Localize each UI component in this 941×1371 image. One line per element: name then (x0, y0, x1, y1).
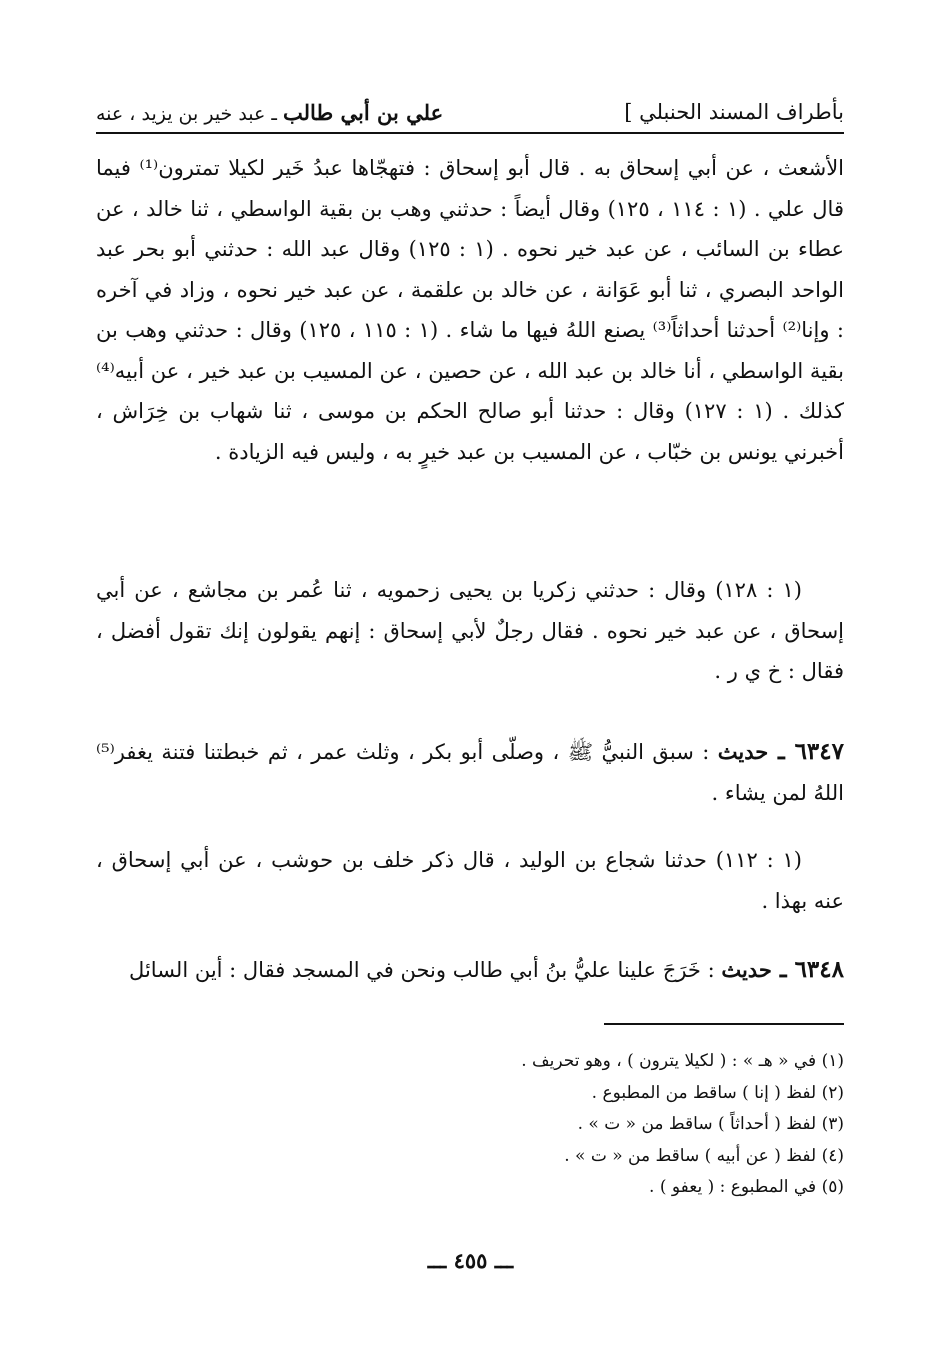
footnote: (٤) لفظ ( عن أبيه ) ساقط من « ت » . (564, 1145, 844, 1166)
hadith-6347 (96, 732, 844, 813)
hadith-number: ٦٣٤٧ (794, 738, 844, 765)
footnote: (٢) لفظ ( إنا ) ساقط من المطبوع . (591, 1082, 844, 1103)
hadith-label: حديث (717, 739, 769, 764)
footnote-divider (604, 1023, 844, 1025)
footnote: (٥) في المطبوع : ( يعفو ) . (649, 1177, 844, 1197)
hadith-text: ٦٣٤٧ ـ حديث : سبق النبيُّ ﷺ ، وصلّى أبو بكر ، وثلث عمر ، ثم خبطتنا فتنة يغفر⁽⁵⁾ اللهُ لمن يشاء . (96, 738, 844, 805)
header-chapter-rest: ـ عبد خير بن يزيد ، عنه (96, 102, 284, 125)
header-divider (96, 132, 844, 134)
header-chapter-bold: علي بن أبي طالب (283, 99, 444, 125)
header-book-title: بأطراف المسند الحنبلي ] (624, 100, 844, 124)
footnote: (١) في « هـ » : ( لكيلا يترون ) ، وهو تحريف . (521, 1051, 844, 1071)
paragraph-text: الأشعث ، عن أبي إسحاق به . قال أبو إسحاق : فتهجّاها عبدُ خَير لكيلا تمترون⁽¹⁾ فيما قال علي . (١ : ١١٤ ، ١٢٥) وقال أيضاً : حدثني وهب بن بقية الواسطي ، ثنا خالد ، عن عطاء بن السائب ، عن عبد خير نحوه . (١ : ١٢٥) وقال عبد الله : حدثني أبو بحر عبد الواحد البصري ، ثنا أبو عَوَانة ، عن خالد بن علقمة ، عن عبد خير نحوه ، وزاد في آخره : وإنا⁽²⁾ أحدثنا أحداثاً⁽³⁾ يصنع اللهُ فيها ما شاء . (١ : ١١٥ ، ١٢٥) وقال : حدثني وهب بن بقية الواسطي ، أنا خالد بن عبد الله ، عن حصين ، عن المسيب بن عبد خير ، عن أبيه⁽⁴⁾ كذلك . (١ : ١٢٧) وقال : حدثنا أبو صالح الحكم بن موسى ، ثنا شهاب بن خِرَاش ، أخبرني يونس بن خبّاب ، عن المسيب بن عبد خيرٍ به ، وليس فيه الزيادة . (96, 156, 845, 464)
paragraph-text: (١ : ١١٢) حدثنا شجاع بن الوليد ، قال ذكر خلف بن حوشب ، عن أبي إسحاق ، عنه بهذا . (96, 848, 844, 913)
hadith-number: ٦٣٤٨ (794, 956, 844, 983)
footnotes (96, 1046, 844, 1204)
paragraph-block-1 (96, 148, 844, 472)
running-header (96, 94, 844, 130)
hadith-body: خَرَجَ علينا عليُّ بنُ أبي طالب ونحن في المسجد فقال : أين السائل (129, 958, 701, 982)
page-number: ـــ ٤٥٥ ـــ (427, 1248, 514, 1273)
paragraph-block-3 (96, 840, 844, 921)
hadith-6348 (96, 950, 844, 991)
header-chapter (96, 100, 443, 125)
hadith-text: ٦٣٤٨ ـ حديث : خَرَجَ علينا عليُّ بنُ أبي طالب ونحن في المسجد فقال : أين السائل (129, 956, 844, 983)
hadith-body: سبق النبيُّ ﷺ ، وصلّى أبو بكر ، وثلث عمر ، ثم خبطتنا فتنة يغفر⁽⁵⁾ اللهُ لمن يشاء . (96, 740, 844, 805)
paragraph-text: (١ : ١٢٨) وقال : حدثني زكريا بن يحيى زحمويه ، ثنا عُمر بن مجاشع ، عن أبي إسحاق ، عن عبد خير نحوه . فقال رجلٌ لأبي إسحاق : إنهم يقولون إنك تقول أفضل ، فقال : خ ي ر . (96, 578, 844, 683)
hadith-label: حديث (721, 957, 772, 982)
paragraph-block-2 (96, 570, 844, 692)
footnote: (٣) لفظ ( أحداثاً ) ساقط من « ت » . (577, 1114, 844, 1134)
